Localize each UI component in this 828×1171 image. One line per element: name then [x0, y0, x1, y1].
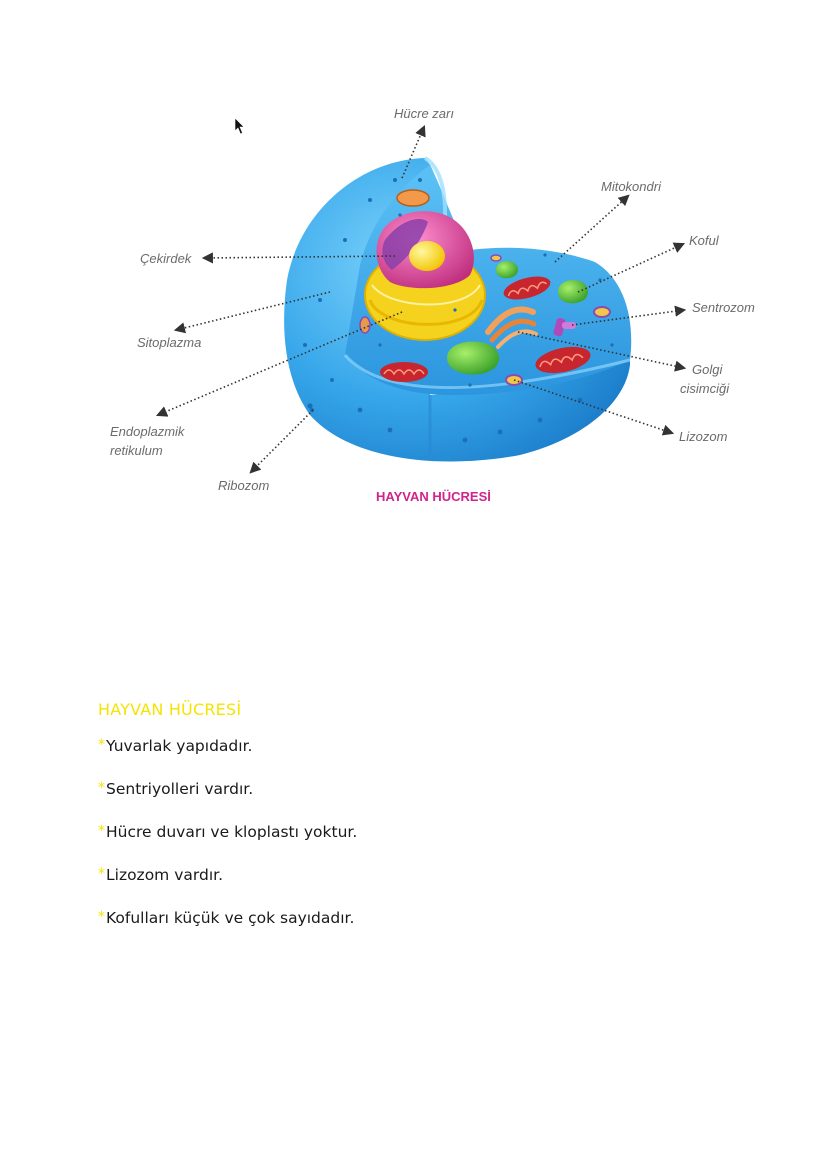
label-cekirdek: Çekirdek	[140, 251, 192, 266]
label-golgi-line2: cisimciği	[680, 381, 730, 396]
list-item	[98, 821, 738, 864]
vacuole-3	[447, 342, 499, 375]
label-golgi-line1: Golgi	[692, 362, 723, 377]
diagram-caption: HAYVAN HÜCRESİ	[376, 489, 491, 504]
nucleolus	[409, 241, 445, 271]
list-item	[98, 864, 738, 907]
label-er-line1: Endoplazmik	[110, 424, 185, 439]
label-lizozom: Lizozom	[679, 429, 728, 444]
label-mitokondri: Mitokondri	[601, 179, 661, 194]
vacuole-2	[558, 280, 588, 303]
animal-cell-figure	[0, 0, 828, 520]
bullet-star-icon: *	[98, 866, 105, 882]
list-item	[98, 778, 738, 821]
list-item-text: Yuvarlak yapıdadır.	[106, 737, 253, 755]
bullet-star-icon: *	[98, 780, 105, 796]
label-er-line2: retikulum	[110, 443, 163, 458]
animal-cell-diagram	[0, 0, 828, 520]
list-item-text: Lizozom vardır.	[106, 866, 223, 884]
notes-section	[98, 700, 738, 950]
vacuole-1	[496, 261, 518, 278]
list-item-text: Kofulları küçük ve çok sayıdadır.	[106, 909, 355, 927]
golgi-small	[397, 190, 429, 206]
mitochondrion-2	[380, 362, 428, 382]
list-item	[98, 735, 738, 778]
bullet-star-icon: *	[98, 823, 105, 839]
list-item-text: Sentriyolleri vardır.	[106, 780, 254, 798]
bullet-star-icon: *	[98, 737, 105, 753]
notes-list	[98, 735, 738, 950]
label-koful: Koful	[689, 233, 719, 248]
label-sentrozom: Sentrozom	[692, 300, 755, 315]
bullet-star-icon: *	[98, 909, 105, 925]
label-sitoplazma: Sitoplazma	[137, 335, 202, 350]
list-item	[98, 907, 738, 950]
notes-heading: HAYVAN HÜCRESİ	[98, 700, 242, 719]
mouse-cursor-icon	[235, 118, 244, 134]
label-ribozom: Ribozom	[218, 478, 270, 493]
label-hucre-zari: Hücre zarı	[394, 106, 454, 121]
list-item-text: Hücre duvarı ve kloplastı yoktur.	[106, 823, 358, 841]
